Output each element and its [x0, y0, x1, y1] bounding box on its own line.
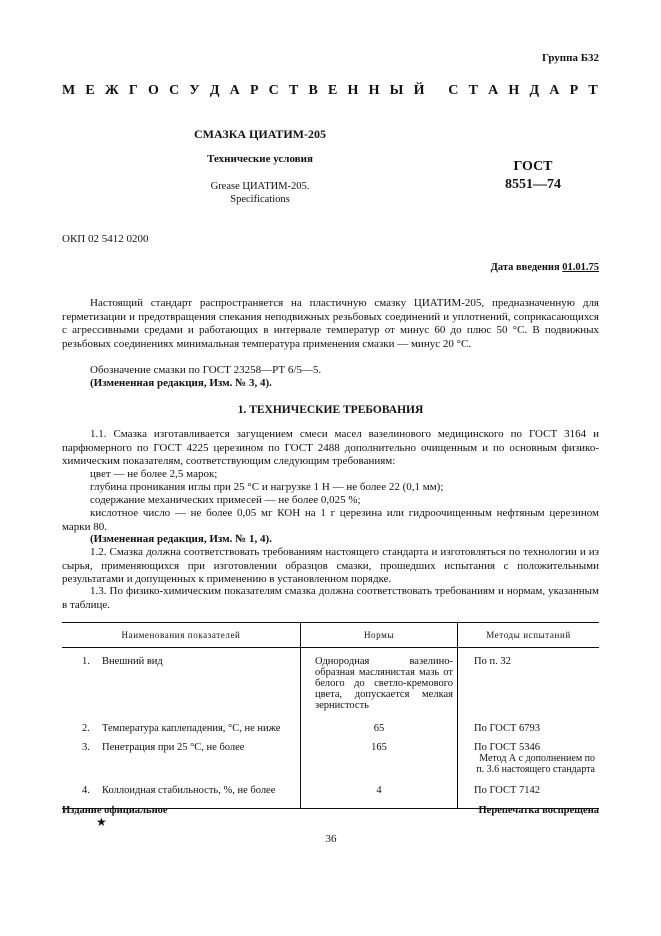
- document-title: СМАЗКА ЦИАТИМ-205: [194, 127, 326, 141]
- introduction-date: [491, 262, 599, 273]
- row-norm: 4: [301, 777, 458, 809]
- row-method: По ГОСТ 7142: [458, 777, 600, 809]
- heading-letter: Р: [249, 83, 259, 98]
- section-heading: 1. ТЕХНИЧЕСКИЕ ТРЕБОВАНИЯ: [237, 404, 424, 416]
- heading-letter: А: [488, 83, 499, 98]
- heading-letter: Д: [529, 83, 540, 98]
- row-name: [62, 648, 301, 714]
- heading-letter: Н: [368, 83, 380, 98]
- row-number: 1.: [82, 656, 90, 667]
- requirement-acid-number: кислотное число — не более 0,05 мг КОН на 1 г церезина или гидроочищенным нефтяным церезином марки 80.: [62, 507, 599, 533]
- row-label: Температура каплепадения, °С, не ниже: [102, 723, 281, 734]
- table-row: [62, 713, 599, 736]
- heading-letter: Т: [468, 83, 478, 98]
- reprint-prohibited: Перепечатка воспрещена: [478, 805, 599, 816]
- clause-1-2: 1.2. Смазка должна соответствовать требованиям настоящего стандарта и изготовляться по технологии и из сырья, применяющихся при изготовлении образцов смазки, прошедших испытания с положительными результатами и допущенных к применению в установленном порядке.: [62, 546, 599, 585]
- header-methods: Методы испытаний: [458, 623, 600, 648]
- row-method: [458, 736, 600, 777]
- official-edition: Издание официальное: [62, 805, 168, 816]
- heading-letter: Р: [569, 83, 579, 98]
- heading-letter: В: [308, 83, 318, 98]
- heading-letter: Г: [128, 83, 138, 98]
- clause-1-3: 1.3. По физико-химическим показателям смазка должна соответствовать требованиям и нормам, указанным в таблице.: [62, 585, 599, 611]
- page-number: 36: [325, 833, 337, 845]
- header-name: Наименования показателей: [62, 623, 301, 648]
- clause-1-1: 1.1. Смазка изготавливается загущением смеси масел вазелинового медицинского по ГОСТ 3164 и парфюмерного по ГОСТ 4225 церезином по ГОСТ 2488 дополнительно очищенным и по основным физико-химическим показателям, соответствующим следующим требованиям:: [62, 428, 599, 467]
- row-name: [62, 777, 301, 809]
- heading-letter: С: [448, 83, 459, 98]
- row-number: 3.: [82, 742, 90, 753]
- heading-letter: У: [189, 83, 200, 98]
- star-icon: ★: [96, 815, 107, 829]
- row-label: Внешний вид: [102, 656, 163, 667]
- heading-letter: Н: [347, 83, 359, 98]
- header-norms: Нормы: [301, 623, 458, 648]
- row-number: 2.: [82, 723, 90, 734]
- row-method-main: По ГОСТ 5346: [474, 742, 541, 753]
- gost-designation: [498, 158, 568, 194]
- heading-letter: Д: [209, 83, 220, 98]
- heading-letter: Ж: [104, 83, 119, 98]
- row-name: [62, 713, 301, 736]
- row-norm: Однородная вазелино-образная маслянистая мазь от белого до светло-кремового цвета, допускается мелкая зернистость: [301, 648, 458, 714]
- gost-label: ГОСТ: [513, 159, 553, 174]
- okp-code: ОКП 02 5412 0200: [62, 233, 149, 245]
- heading-letter: Ы: [389, 83, 404, 98]
- heading-letter: Т: [588, 83, 598, 98]
- document-subtitle: Технические условия: [207, 153, 313, 165]
- heading-letter: Н: [508, 83, 520, 98]
- designation-paragraph: Обозначение смазки по ГОСТ 23258—РТ 6/5—5.: [90, 364, 322, 376]
- interstate-standard-heading: [62, 83, 598, 99]
- heading-letter: Е: [85, 83, 95, 98]
- heading-letter: А: [549, 83, 560, 98]
- row-norm: 65: [301, 713, 458, 736]
- row-number: 4.: [82, 785, 90, 796]
- revision-note-intro: (Измененная редакция, Изм. № 3, 4).: [90, 377, 272, 389]
- heading-letter: О: [148, 83, 159, 98]
- table-row: [62, 777, 599, 809]
- heading-letter: М: [62, 83, 76, 98]
- requirement-color: цвет — не более 2,5 марок;: [90, 468, 218, 480]
- heading-letter: Й: [413, 83, 425, 98]
- heading-letter: С: [169, 83, 180, 98]
- english-title: [185, 180, 335, 206]
- date-label: Дата введения: [490, 262, 560, 273]
- row-method: По п. 32: [458, 648, 600, 714]
- row-label: Коллоидная стабильность, %, не более: [102, 785, 276, 796]
- properties-table: [62, 622, 599, 809]
- requirement-impurities: содержание механических примесей — не более 0,025 %;: [90, 494, 361, 506]
- heading-letter: С: [268, 83, 279, 98]
- revision-note-section: (Измененная редакция, Изм. № 1, 4).: [90, 533, 272, 545]
- requirement-penetration: глубина проникания иглы при 25 °С и нагрузке 1 Н — не более 22 (0,1 мм);: [90, 481, 444, 493]
- heading-letter: Е: [328, 83, 338, 98]
- date-value: 01.01.75: [562, 262, 599, 273]
- row-name: [62, 736, 301, 777]
- table-row: [62, 648, 599, 714]
- english-title-line1: Grease ЦИАТИМ-205.: [210, 181, 310, 192]
- group-code: Группа Б32: [542, 52, 599, 64]
- row-method: По ГОСТ 6793: [458, 713, 600, 736]
- table-header-row: [62, 623, 599, 648]
- english-title-line2: Specifications: [230, 194, 290, 205]
- heading-letter: [435, 83, 439, 99]
- table-row: [62, 736, 599, 777]
- heading-letter: Т: [288, 83, 299, 98]
- intro-paragraph: Настоящий стандарт распространяется на пластичную смазку ЦИАТИМ-205, предназначенную для герметизации и предотвращения спекания неподвижных резьбовых соединений и уплотнений, соприкасающихся с агрессивными средами и работающих в интервале температур от минус 60 до плюс 50 °С. В подвижных резьбовых соединениях минимальная температура применения смазки — минус 20 °С.: [62, 297, 599, 350]
- row-norm: 165: [301, 736, 458, 777]
- heading-letter: А: [229, 83, 240, 98]
- row-label: Пенетрация при 25 °С, не более: [102, 742, 245, 753]
- row-method-note: Метод А с дополнением по п. 3.6 настоящего стандарта: [476, 753, 595, 775]
- gost-number: 8551—74: [505, 177, 561, 192]
